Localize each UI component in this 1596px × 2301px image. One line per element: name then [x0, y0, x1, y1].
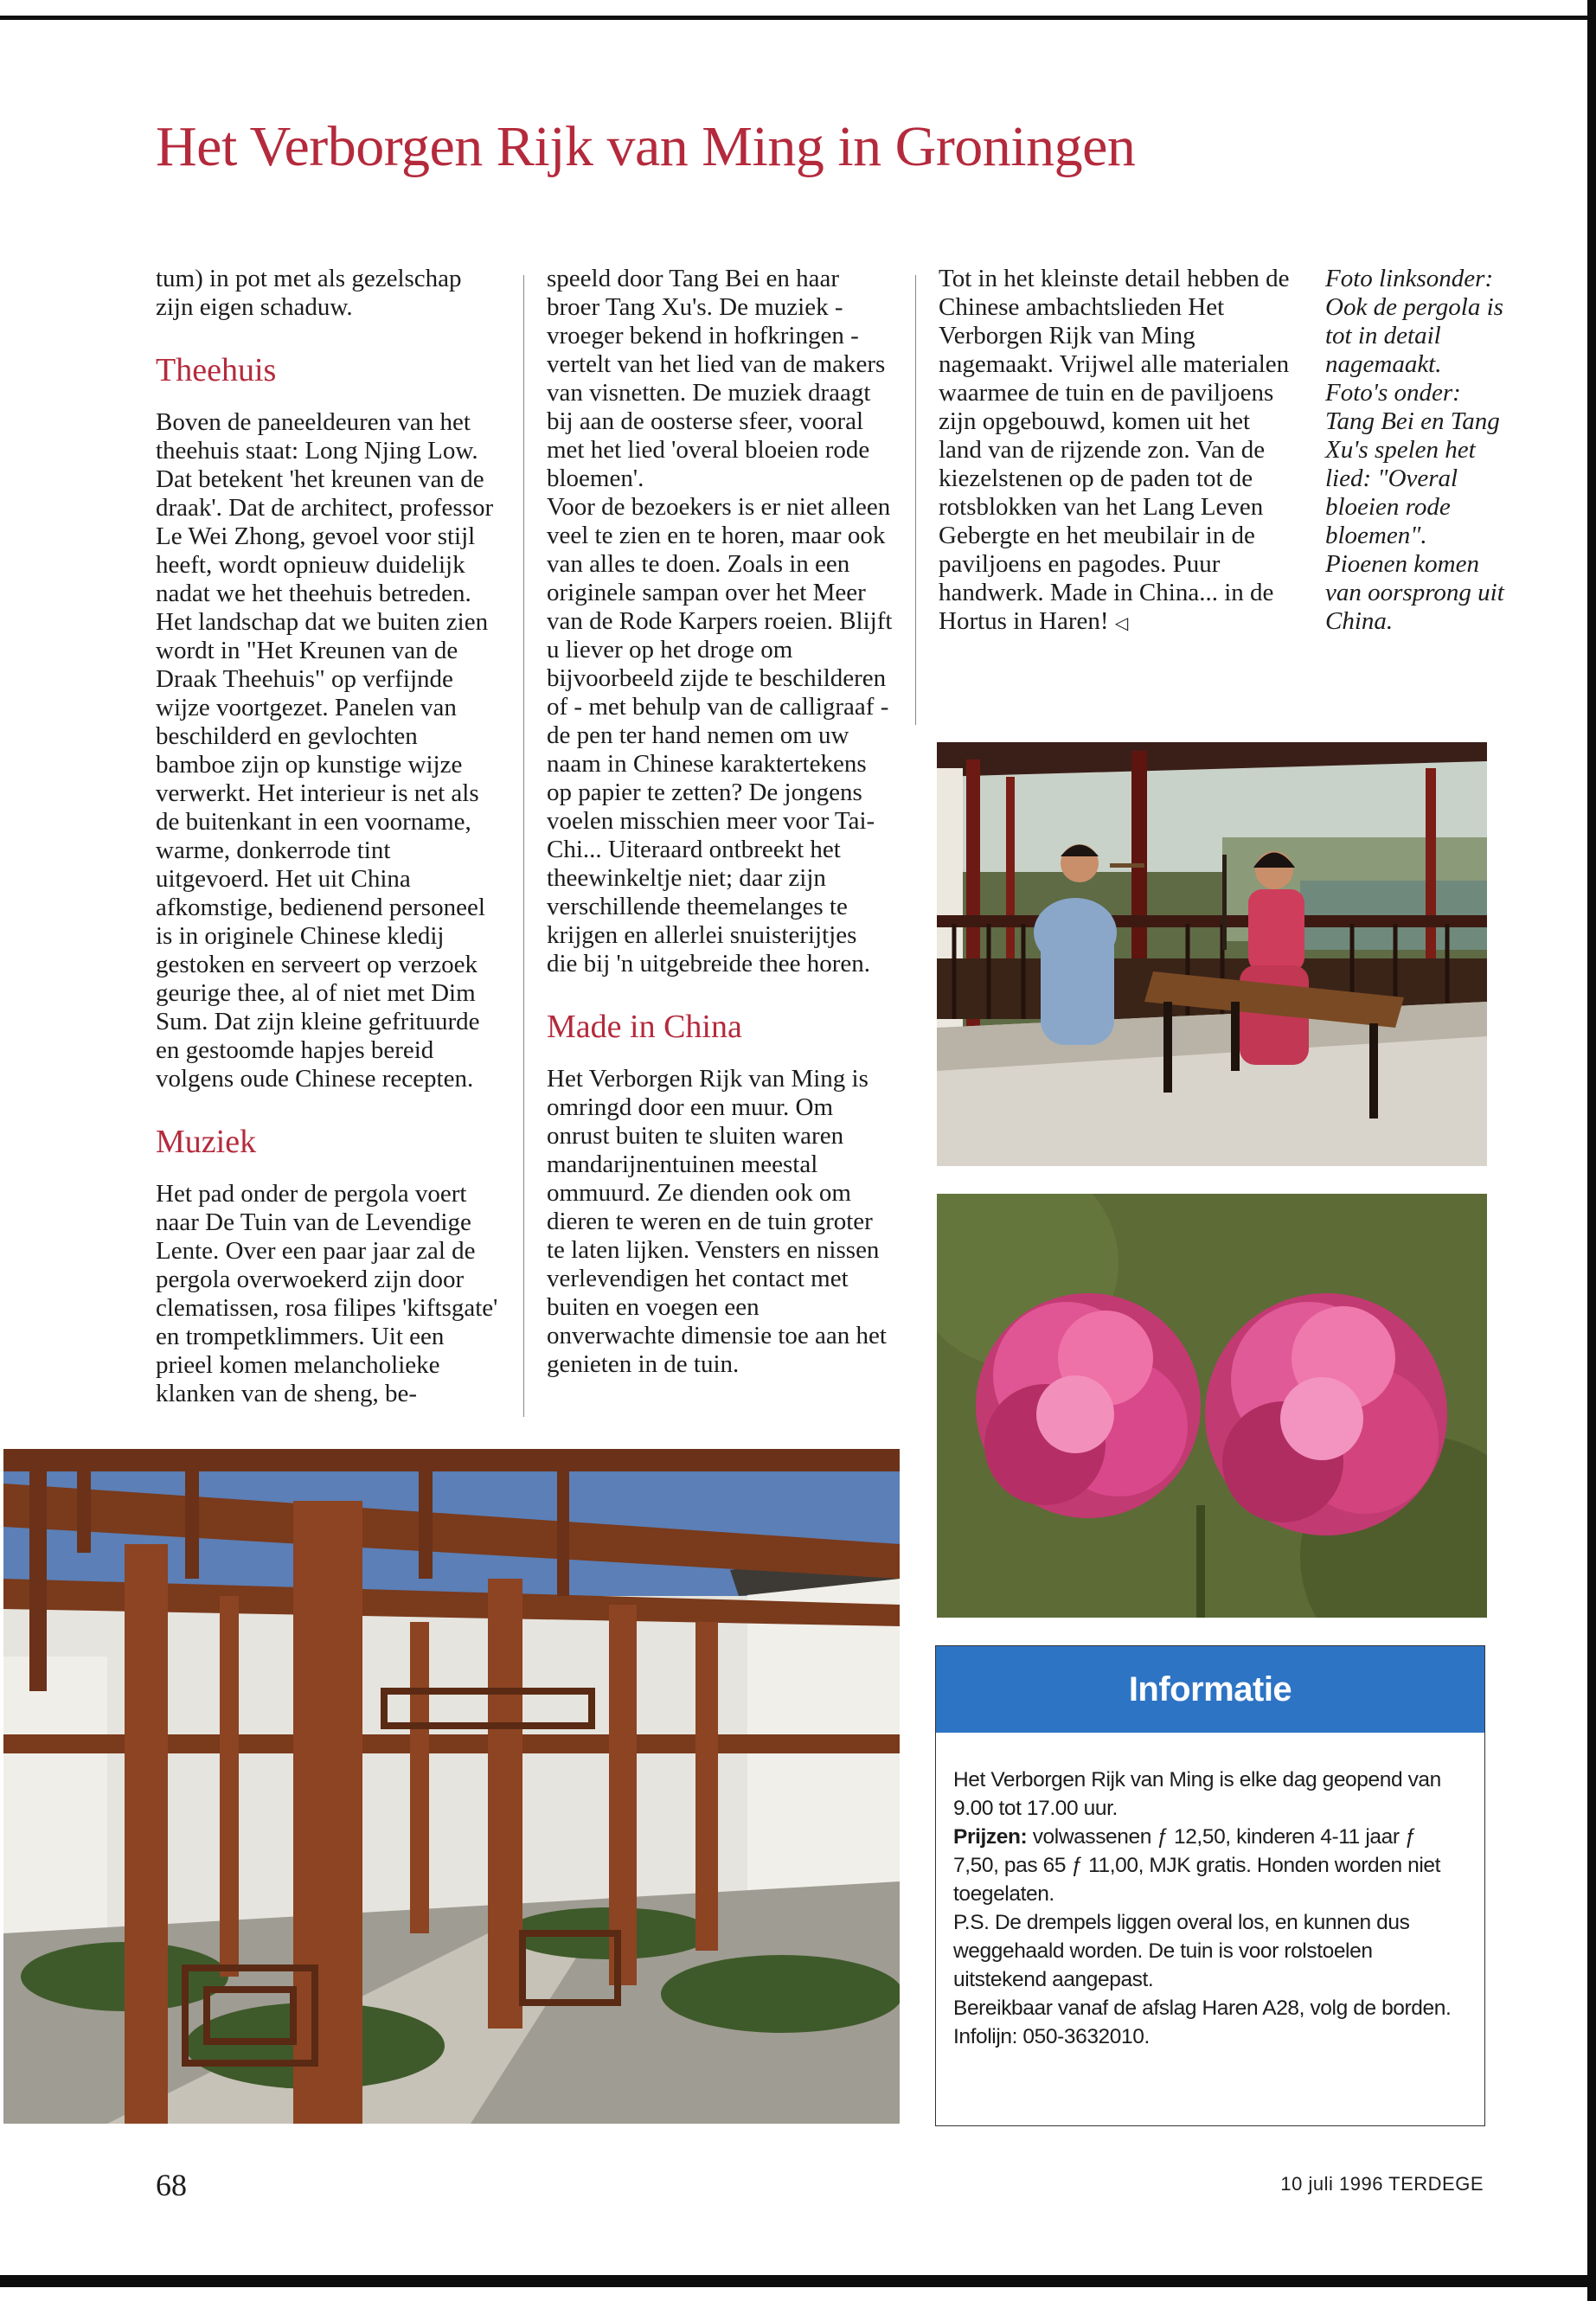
info-header: Informatie — [936, 1646, 1484, 1733]
theehuis-paragraph: Boven de paneeldeuren van het theehuis staat: Long Njing Low. Dat betekent 'het kreunen van de draak'. Dat de architect, professor Le Wei Zhong, gevoel voor stijl heeft, wordt opnieuw duidelijk nadat we het theehuis betreden. Het landschap dat we buiten zien wordt in "Het Kreunen van de Draak Theehuis" op verfijnde wijze voortgezet. Panelen van beschilderd en gevlochten bamboe zijn op kunstige wijze verwerkt. Het interieur is net als de buitenkant in een voorname, warme, donkerrode tint uitgevoerd. Het uit China afkomstige, bedienend personeel is in originele Chinese kledij gestoken en serveert op verzoek geurige thee, al of niet met Dim Sum. Dat zijn kleine gefrituurde en gestoomde hapjes bereid volgens oude Chinese recepten. — [156, 408, 494, 1093]
heading-muziek: Muziek — [156, 1124, 257, 1160]
info-ps: P.S. De drempels liggen overal los, en kunnen dus weggehaald worden. De tuin is voor rolstoelen uitstekend aangepast. — [953, 1911, 1410, 1991]
heading-made-in-china: Made in China — [547, 1009, 742, 1045]
activities-paragraph: Voor de bezoekers is er niet alleen veel te zien en te horen, maar ook van alles te doen. Zoals in een originele sampan over het Meer van de Rode Karpers roeien. Blijft u liever op het droge om bijvoorbeeld zijde te beschilderen of - met behulp van de calligraaf - de pen ter hand nemen om uw naam in Chinese karaktertekens op papier te zetten? De jongens voelen misschien meer voor Tai-Chi... Uiteraard ontbreekt het theewinkeltje niet; daar zijn verschillende theemelanges te krijgen en allerlei snuisterijtjes die bij 'n uitgebreide thee horen. — [547, 493, 893, 977]
bottom-rule — [0, 2275, 1596, 2287]
craftsmanship-text: Tot in het kleinste detail hebben de Chinese ambachtslieden Het Verborgen Rijk van Ming nagemaakt. Vrijwel alle materialen waarmee de tuin en de paviljoens zijn opgebouwd, komen uit het land van de rijzende zon. Van de kiezelstenen op de paden tot de rotsblokken van het Lang Leven Gebergte en het meubilair in de paviljoens en pagodes. Puur handwerk. Made in China... in de Hortus in Haren! — [939, 265, 1290, 635]
pergola-photo — [3, 1449, 900, 2124]
muziek-paragraph: Het pad onder de pergola voert naar De Tuin van de Levendige Lente. Over een paar jaar zal de pergola overwoekerd zijn door clematissen, rosa filipes 'kiftsgate' en trompetklimmers. Uit een prieel komen melancholieke klanken van de sheng, be- — [156, 1180, 498, 1407]
info-box — [935, 1645, 1485, 2126]
end-mark-icon: ◁ — [1114, 614, 1129, 633]
article-column-1 — [156, 265, 502, 1408]
photo-caption — [1325, 265, 1511, 636]
caption-peonies: Pioenen komen van oorsprong uit China. — [1325, 550, 1504, 635]
info-prices — [953, 1823, 1467, 1908]
article-title: Het Verborgen Rijk van Ming in Groningen — [156, 115, 1136, 178]
info-opening-hours: Het Verborgen Rijk van Ming is elke dag geopend van 9.00 tot 17.00 uur. — [953, 1768, 1441, 1820]
caption-musicians: Foto's onder: Tang Bei en Tang Xu's spelen het lied: "Overal bloeien rode bloemen". — [1325, 379, 1500, 549]
info-body — [936, 1733, 1484, 2051]
made-in-china-paragraph: Het Verborgen Rijk van Ming is omringd door een muur. Om onrust buiten te sluiten waren mandarijnentuinen meestal ommuurd. Ze dienden ook om dieren te weren en de tuin groter te laten lijken. Vensters en nissen verlevendigen het contact met buiten en voegen een onverwachte dimensie toe aan het genieten in de tuin. — [547, 1065, 887, 1378]
intro-paragraph: tum) in pot met als gezelschap zijn eigen schaduw. — [156, 265, 462, 321]
issue-footer: 10 juli 1996 TERDEGE — [1280, 2173, 1484, 2195]
craftsmanship-paragraph — [939, 265, 1290, 638]
column-divider — [915, 275, 916, 725]
info-prices-label: Prijzen: — [953, 1825, 1028, 1849]
peonies-photo — [937, 1194, 1487, 1618]
info-access: Bereikbaar vanaf de afslag Haren A28, volg de borden. Infolijn: 050-3632010. — [953, 1997, 1452, 2048]
column-divider — [523, 275, 524, 1417]
right-rule — [1587, 0, 1596, 2301]
article-column-3 — [939, 265, 1290, 638]
heading-theehuis: Theehuis — [156, 352, 277, 388]
page-number: 68 — [156, 2168, 187, 2202]
top-rule — [0, 16, 1587, 20]
muziek-continued-paragraph: speeld door Tang Bei en haar broer Tang Xu's. De muziek - vroeger bekend in hofkringen - vertelt van het lied van de makers van visnetten. De muziek draagt bij aan de oosterse sfeer, vooral met het lied 'overal bloeien rode bloemen'. — [547, 265, 886, 492]
musicians-photo — [937, 742, 1487, 1166]
caption-pergola: Foto linksonder: Ook de pergola is tot in detail nagemaakt. — [1325, 265, 1503, 378]
info-prices-text: volwassenen ƒ 12,50, kinderen 4-11 jaar ƒ 7,50, pas 65 ƒ 11,00, MJK gratis. Honden worden niet toegelaten. — [953, 1825, 1441, 1906]
article-column-2 — [547, 265, 893, 1379]
